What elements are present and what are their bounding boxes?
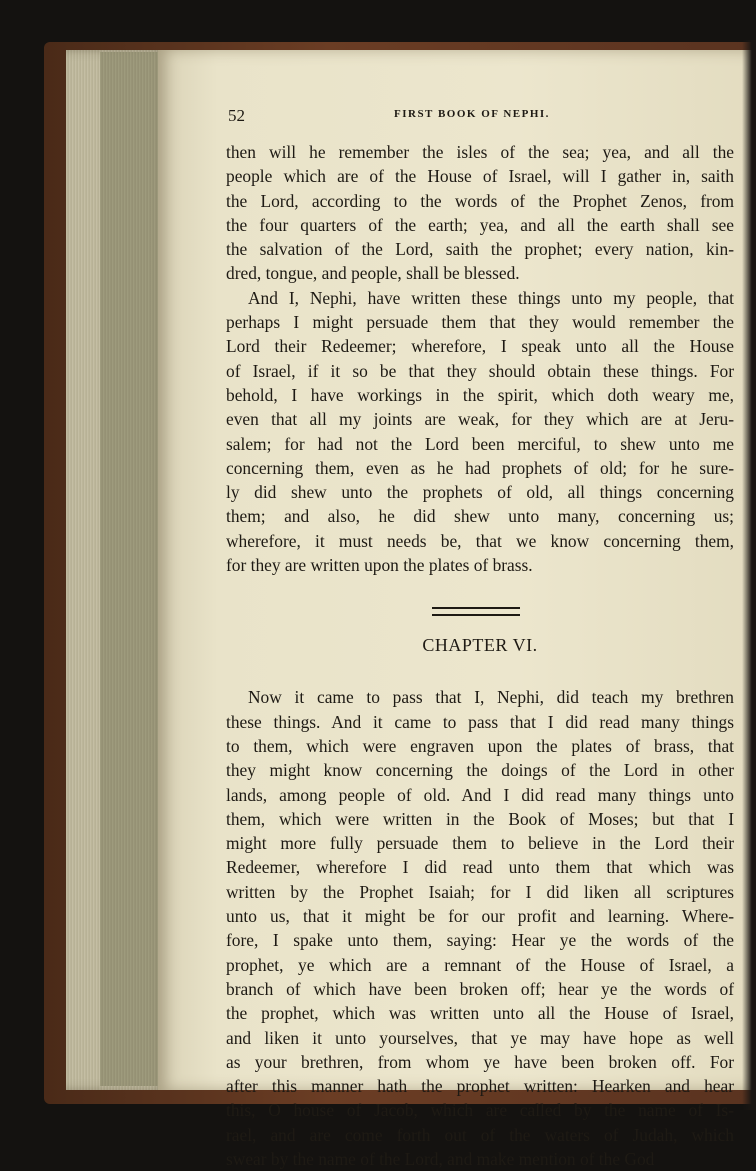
text-line: Redeemer, wherefore I did read unto them that which was [226,857,734,878]
text-line: this, O house of Jacob, which are called by the name of Is- [226,1100,734,1121]
running-head [226,106,734,128]
text-line: of Israel, if it so be that they should obtain these things. For [226,360,734,381]
text-line: these things. And it came to pass that I did read many things [226,711,734,732]
text-line: them, which were written in the Book of Moses; but that I [226,808,734,829]
text-line: them; and also, he did shew unto many, concerning us; [226,506,734,527]
paragraph-3 [226,685,734,1171]
text-line: unto us, that it might be for our profit and learning. Where- [226,906,734,927]
text-line: to them, which were engraven upon the plates of brass, that [226,735,734,756]
text-line: might more fully persuade them to believe in the Lord their [226,833,734,854]
text-line: perhaps I might persuade them that they would remember the [226,312,734,333]
chapter-heading: CHAPTER VI. [422,635,538,656]
text-line: rael, and are come forth out of the waters of Judah, which [226,1124,734,1145]
text-line: salem; for had not the Lord been merciful, to shew unto me [226,433,734,454]
text-line: people which are of the House of Israel, will I gather in, saith [226,166,734,187]
text-line: the salvation of the Lord, saith the prophet; every nation, kin- [226,239,734,260]
text-line: then will he remember the isles of the sea; yea, and all the [226,142,734,162]
text-line: even that all my joints are weak, for they which are at Jeru- [226,409,734,430]
chapter-divider [226,577,734,623]
page-edges-shadow [100,52,162,1086]
text-line: the prophet, which was written unto all the House of Israel, [226,1003,734,1024]
page-text [226,106,734,1171]
text-line: the four quarters of the earth; yea, and all the earth shall see [226,214,734,235]
text-line: swear by the name of the Lord, and make mention of the God [226,1148,655,1169]
text-line: Lord their Redeemer; wherefore, I speak unto all the House [226,336,734,357]
text-line: fore, I spake unto them, saying: Hear ye the words of the [226,930,734,951]
page-number: 52 [228,106,245,125]
double-rule [432,607,520,616]
paragraph-1 [226,140,734,286]
text-line: Now it came to pass that I, Nephi, did teach my brethren [248,687,734,708]
text-line: behold, I have workings in the spirit, which doth weary me, [226,384,734,405]
text-line: dred, tongue, and people, shall be blessed. [226,263,520,284]
text-line: written by the Prophet Isaiah; for I did liken all scriptures [226,881,734,902]
text-line: for they are written upon the plates of brass. [226,555,533,576]
text-line: branch of which have been broken off; hear ye the words of [226,978,734,999]
text-line: and liken it unto yourselves, that ye may have hope as well [226,1027,734,1048]
text-line: they might know concerning the doings of the Lord in other [226,760,734,781]
text-line: lands, among people of old. And I did read many things unto [226,784,734,805]
page-right-shadow [742,40,756,1110]
running-head-title: FIRST BOOK OF NEPHI. [394,108,550,120]
text-line: after this manner hath the prophet written: Hearken and hear [226,1076,734,1097]
text-line: prophet, ye which are a remnant of the House of Israel, a [226,954,734,975]
text-line: concerning them, even as he had prophets of old; for he sure- [226,457,734,478]
text-line: wherefore, it must needs be, that we know concerning them, [226,530,734,551]
text-line: as your brethren, from whom ye have been broken off. For [226,1051,734,1072]
text-line: And I, Nephi, have written these things unto my people, that [248,287,734,308]
text-line: ly did shew unto the prophets of old, all things concerning [226,482,734,503]
paragraph-2 [226,286,734,578]
text-line: the Lord, according to the words of the Prophet Zenos, from [226,190,734,211]
